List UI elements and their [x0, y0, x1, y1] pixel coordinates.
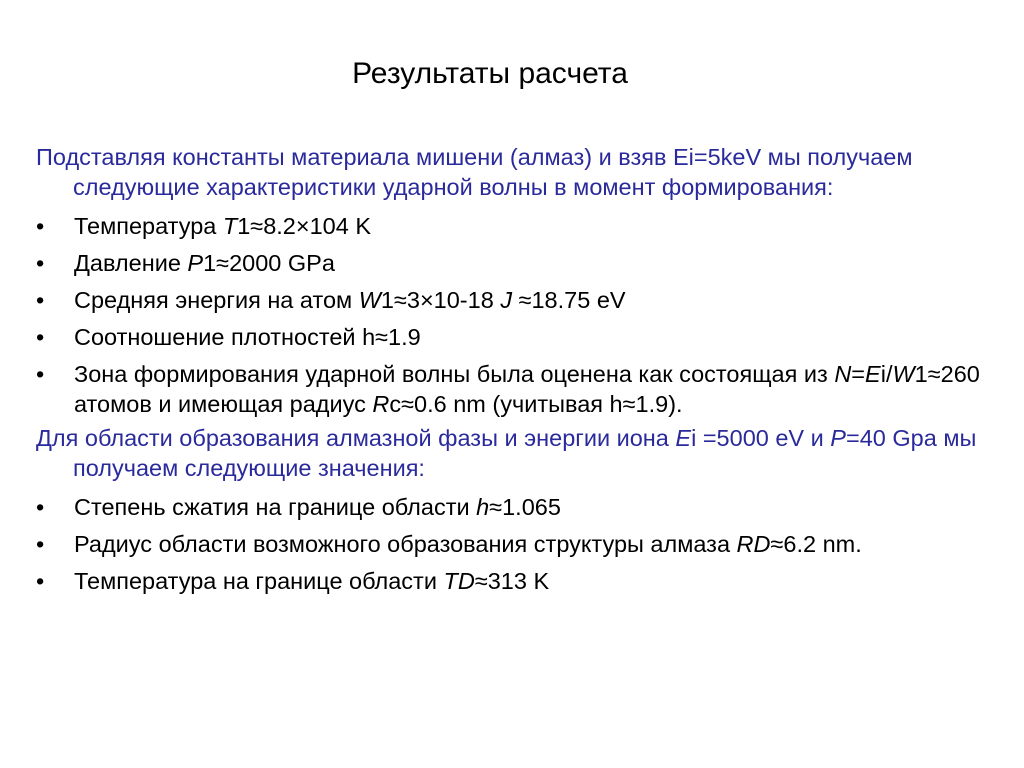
list-item-pressure: • Давление P1≈2000 GPa [36, 250, 335, 276]
list-item-formation-zone: • Зона формирования ударной волны была оценена как состоящая из N=Ei/W1≈260 атомов и имеющая радиус Rc≈0.6 nm (учитывая h≈1.9). [36, 361, 980, 417]
bullet-icon: • [36, 324, 45, 350]
bullet-icon: • [36, 250, 45, 276]
intro-paragraph: Подставляя константы материала мишени (алмаз) и взяв Ei=5keV мы получаем следующие характеристики ударной волны в момент формирования: [36, 144, 913, 200]
list-item-energy: • Средняя энергия на атом W1≈3×10-18 J ≈18.75 eV [36, 287, 626, 313]
bullet-icon: • [36, 568, 45, 594]
bullet-icon: • [36, 287, 45, 313]
bullet-icon: • [36, 213, 45, 239]
list-item-compression: • Степень сжатия на границе области h≈1.065 [36, 494, 561, 520]
list-item-density-ratio: • Соотношение плотностей h≈1.9 [36, 324, 421, 350]
slide-body [36, 142, 996, 596]
list-item-temperature: • Температура T1≈8.2×104 K [36, 213, 372, 239]
page-title: Результаты расчета [352, 57, 628, 90]
list-item-boundary-temperature: • Температура на границе области TD≈313 K [36, 568, 550, 594]
list-item-radius: • Радиус области возможного образования структуры алмаза RD≈6.2 nm. [36, 531, 862, 557]
bullet-icon: • [36, 494, 45, 520]
bullet-icon: • [36, 361, 45, 387]
bullet-icon: • [36, 531, 45, 557]
diamond-phase-paragraph: Для области образования алмазной фазы и энергии иона Ei =5000 eV и P=40 Gpa мы получаем следующие значения: [36, 425, 977, 481]
